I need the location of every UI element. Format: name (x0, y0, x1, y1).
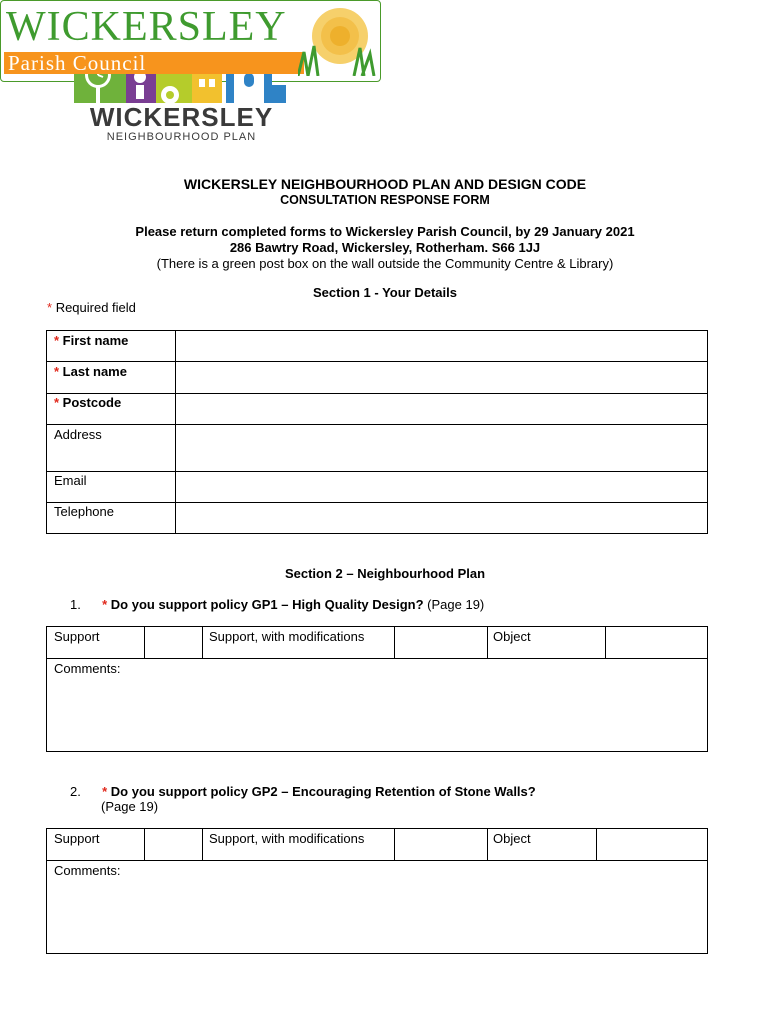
postbox-note: (There is a green post box on the wall outside the Community Centre & Library) (156, 256, 614, 271)
q2-support-checkbox[interactable] (145, 830, 201, 859)
q2-option-support: Support (54, 831, 100, 846)
q1-object-checkbox[interactable] (606, 628, 706, 657)
section2-heading: Section 2 – Neighbourhood Plan (284, 566, 486, 581)
form-title: WICKERSLEY NEIGHBOURHOOD PLAN AND DESIGN CODE (183, 176, 587, 192)
section1-heading: Section 1 - Your Details (312, 285, 457, 300)
telephone-field[interactable] (177, 504, 705, 532)
q2-support-mods-checkbox[interactable] (395, 830, 486, 859)
question-2-page: (Page 19) (101, 799, 159, 814)
question-2-response-table (46, 828, 708, 954)
address-label: Address (54, 427, 102, 442)
q1-comments-label: Comments: (54, 661, 121, 676)
return-instructions: Please return completed forms to Wickersley Parish Council, by 29 January 2021 (135, 224, 635, 239)
email-field[interactable] (177, 473, 705, 501)
last-name-field[interactable] (177, 363, 705, 392)
q1-comments-field[interactable] (48, 679, 706, 750)
logo-left-subtitle: NEIGHBOURHOOD PLAN (106, 131, 257, 143)
q1-option-support: Support (54, 629, 100, 644)
question-2 (70, 784, 536, 799)
hay-bale-icon (298, 4, 376, 76)
question-1-number: 1. (70, 597, 81, 612)
q2-option-object: Object (493, 831, 531, 846)
question-1 (70, 597, 484, 612)
question-2-text: Do you support policy GP2 – Encouraging Retention of Stone Walls? (110, 784, 536, 799)
q2-comments-field[interactable] (48, 881, 706, 952)
question-1-page: (Page 19) (427, 597, 485, 612)
required-star: * (47, 300, 53, 315)
question-1-response-table (46, 626, 708, 752)
required-field-note (47, 300, 136, 315)
address-field[interactable] (177, 426, 705, 470)
parish-council-logo (0, 0, 381, 82)
q2-object-checkbox[interactable] (597, 830, 706, 859)
logo-left-title: WICKERSLEY (89, 102, 274, 132)
postcode-field[interactable] (177, 395, 705, 423)
q2-option-support-mods: Support, with modifications (209, 831, 365, 846)
q1-support-checkbox[interactable] (145, 628, 201, 657)
postcode-label: * Postcode (54, 395, 122, 410)
q1-option-object: Object (493, 629, 531, 644)
form-subtitle: CONSULTATION RESPONSE FORM (280, 193, 490, 207)
question-2-number: 2. (70, 784, 81, 799)
email-label: Email (54, 473, 87, 488)
q1-option-support-mods: Support, with modifications (209, 629, 365, 644)
q1-support-mods-checkbox[interactable] (395, 628, 486, 657)
your-details-table (46, 330, 708, 534)
first-name-field[interactable] (177, 332, 705, 360)
q2-comments-label: Comments: (54, 863, 121, 878)
question-1-text: Do you support policy GP1 – High Quality Design? (110, 597, 424, 612)
logo-right-subtitle: Parish Council (8, 51, 147, 75)
question-1-star: * (102, 597, 108, 612)
question-2-star: * (102, 784, 108, 799)
required-note-text: Required field (55, 300, 136, 315)
first-name-label: * First name (54, 333, 129, 348)
telephone-label: Telephone (54, 504, 114, 519)
logo-right-title: WICKERSLEY (6, 4, 287, 50)
return-address: 286 Bawtry Road, Wickersley, Rotherham. S66 1JJ (229, 240, 541, 255)
last-name-label: * Last name (54, 364, 127, 379)
